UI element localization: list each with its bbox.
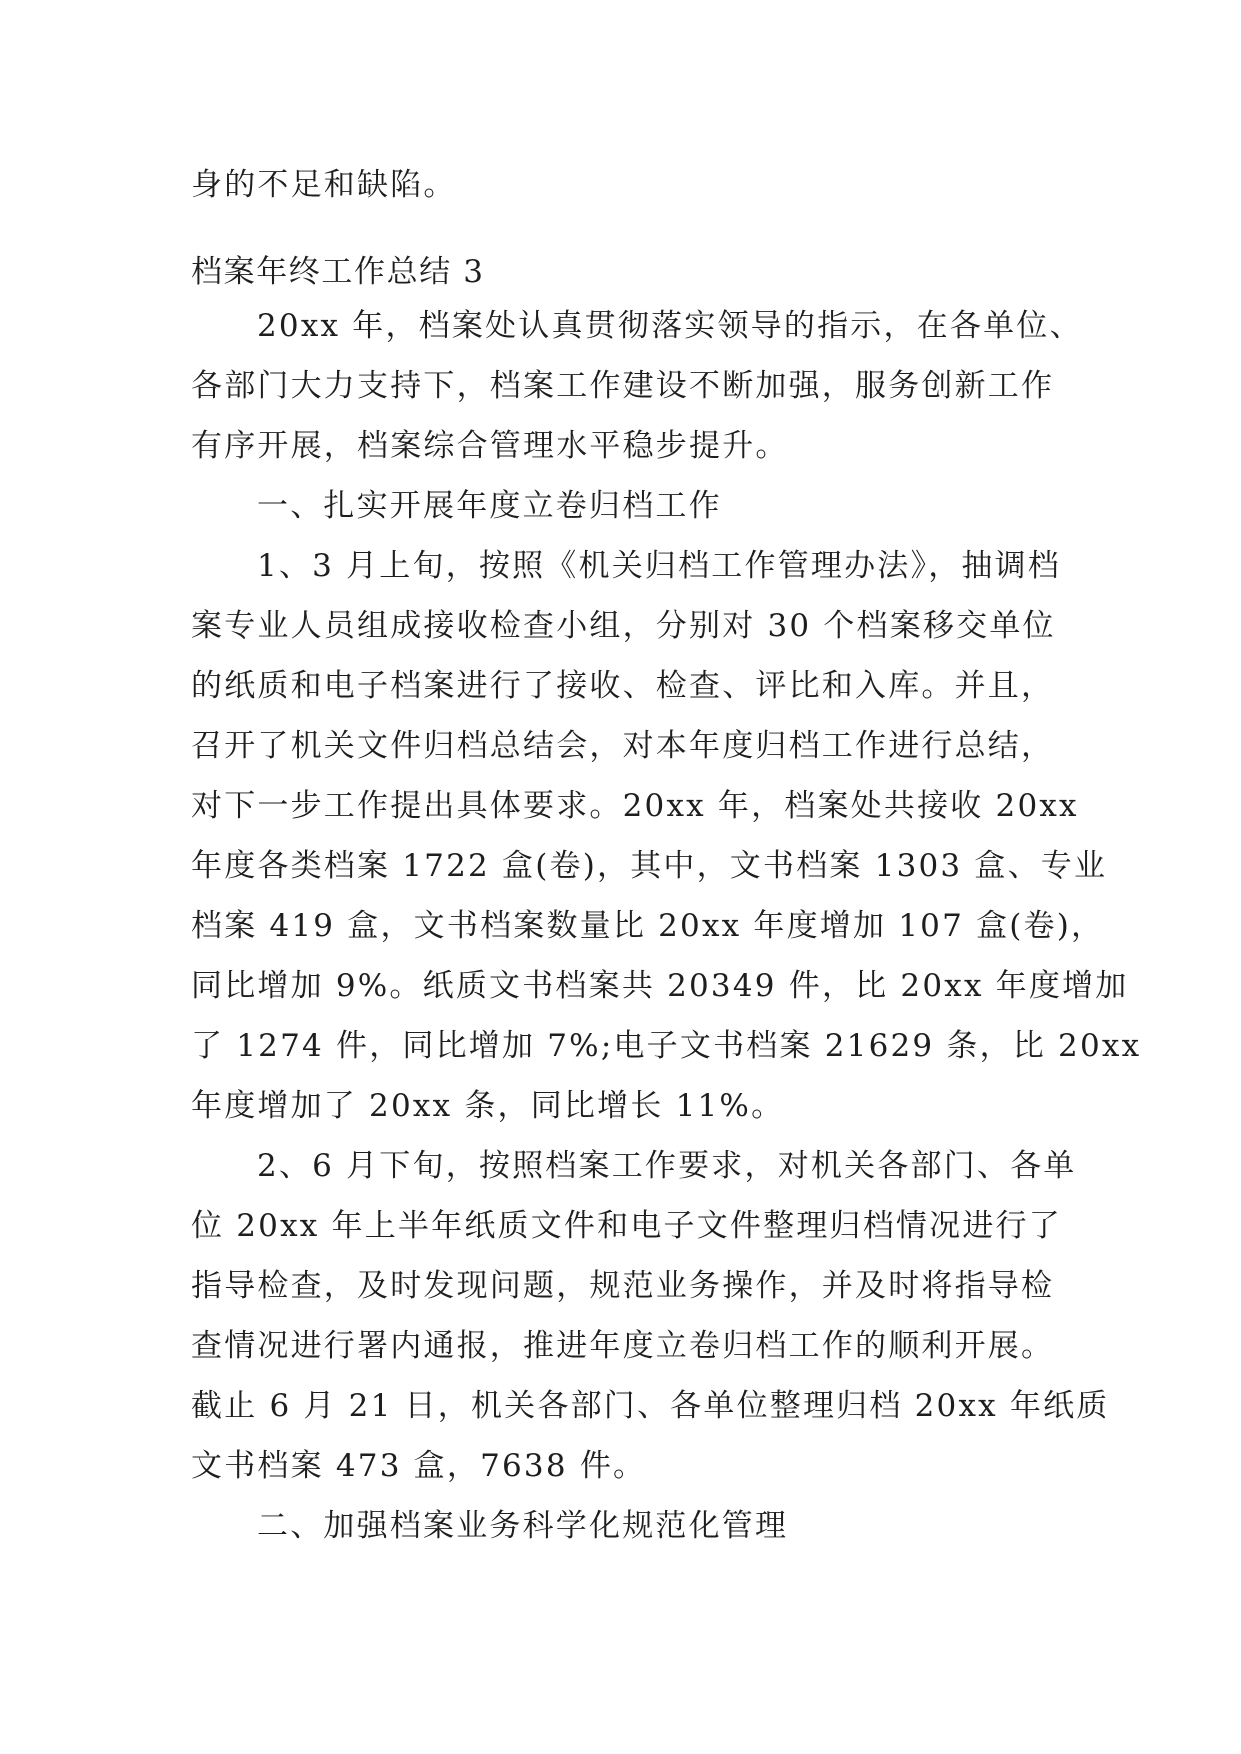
body-text [191,296,1142,1556]
paragraph-line: 位 20xx 年上半年纸质文件和电子文件整理归档情况进行了 [191,1208,1062,1244]
subheading-1: 一、扎实开展年度立卷归档工作 [257,488,722,524]
paragraph-line: 有序开展，档案综合管理水平稳步提升。 [191,428,789,464]
subheading-2: 二、加强档案业务科学化规范化管理 [257,1508,789,1544]
paragraph-line: 了 1274 件，同比增加 7%;电子文书档案 21629 条，比 20xx [191,1028,1142,1064]
paragraph-line: 指导检查，及时发现问题，规范业务操作，并及时将指导检 [191,1268,1055,1304]
section-title-block [191,242,1071,302]
paragraph-line: 截止 6 月 21 日，机关各部门、各单位整理归档 20xx 年纸质 [191,1388,1110,1424]
paragraph-line: 文书档案 473 盒，7638 件。 [191,1448,647,1484]
paragraph-line: 年度增加了 20xx 条，同比增长 11%。 [191,1088,785,1124]
paragraph-line: 20xx 年，档案处认真贯彻落实领导的指示，在各单位、 [257,308,1083,344]
paragraph-line: 各部门大力支持下，档案工作建设不断加强，服务创新工作 [191,368,1055,404]
section-title: 档案年终工作总结 3 [191,254,485,290]
paragraph-line: 查情况进行署内通报，推进年度立卷归档工作的顺利开展。 [191,1328,1055,1364]
paragraph-line: 召开了机关文件归档总结会，对本年度归档工作进行总结， [191,728,1055,764]
paragraph-line: 1、3 月上旬，按照《机关归档工作管理办法》，抽调档 [257,548,1061,584]
paragraph-line: 年度各类档案 1722 盒(卷)，其中，文书档案 1303 盒、专业 [191,848,1108,884]
paragraph-line: 对下一步工作提出具体要求。20xx 年，档案处共接收 20xx [191,788,1079,824]
paragraph-line: 的纸质和电子档案进行了接收、检查、评比和入库。并且， [191,668,1055,704]
paragraph-line: 案专业人员组成接收检查小组，分别对 30 个档案移交单位 [191,608,1056,644]
paragraph-line: 档案 419 盒，文书档案数量比 20xx 年度增加 107 盒(卷)， [191,908,1105,944]
previous-section-tail [191,155,1071,215]
paragraph-line: 2、6 月下旬，按照档案工作要求，对机关各部门、各单 [257,1148,1077,1184]
text-line: 身的不足和缺陷。 [191,167,457,203]
paragraph-line: 同比增加 9%。纸质文书档案共 20349 件，比 20xx 年度增加 [191,968,1129,1004]
